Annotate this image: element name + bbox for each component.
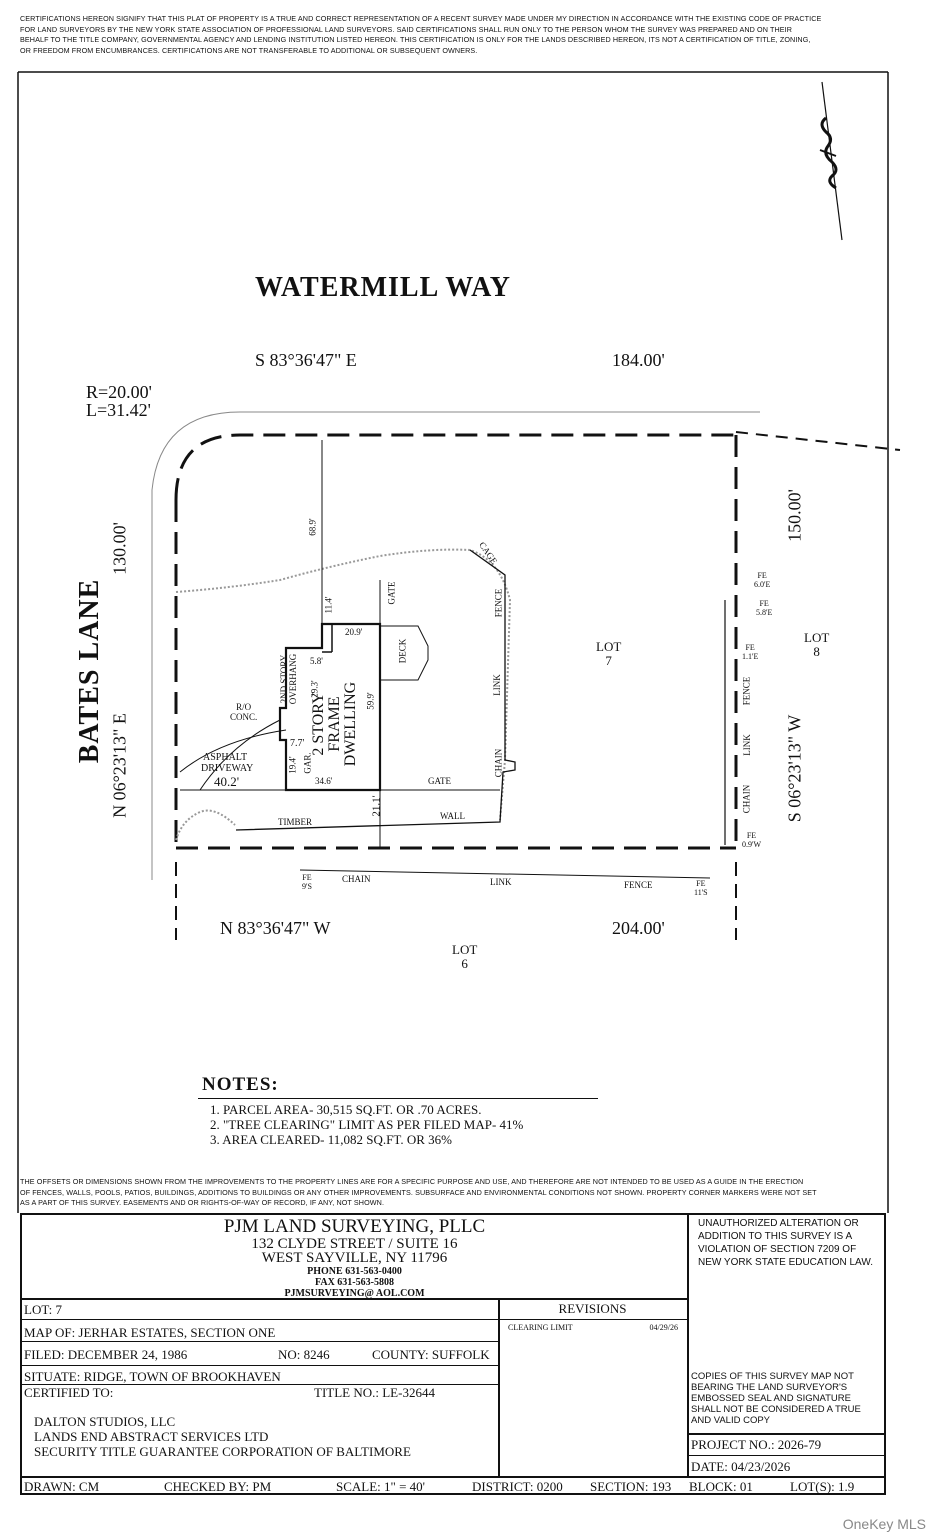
curve-radius: R=20.00' (86, 382, 152, 402)
ro-conc-label: R/O CONC. (230, 702, 258, 722)
east-bearing: S 06°23'13" W (784, 714, 805, 823)
footer-lots: LOT(S): 1.9 (790, 1479, 855, 1494)
deck-label: DECK (397, 638, 408, 664)
firm-fax: FAX 631-563-5808 (315, 1277, 394, 1288)
revision-date: 04/29/26 (649, 1323, 678, 1332)
firm-info (22, 1215, 687, 1299)
lot-6-label: LOT 6 (452, 942, 478, 971)
project-number: PROJECT NO.: 2026-79 (691, 1437, 822, 1452)
garage-label: GAR. (302, 752, 313, 774)
revisions-heading: REVISIONS (558, 1301, 627, 1316)
info-situate: SITUATE: RIDGE, TOWN OF BROOKHAVEN (24, 1369, 281, 1384)
info-county: COUNTY: SUFFOLK (372, 1347, 490, 1362)
chain-label-bottom: CHAIN (342, 874, 371, 884)
fe-6-0e: FE 6.0'E (754, 571, 771, 589)
dim-19-4: 19.4' (287, 756, 298, 774)
fence-label-right: FENCE (741, 676, 752, 706)
lot-7-label: LOT 7 (596, 639, 622, 668)
fence-label-left: FENCE (493, 588, 504, 618)
dim-21-1: 21.1' (370, 795, 383, 817)
lot-8-label: LOT 8 (804, 630, 830, 659)
chain-label-right: CHAIN (741, 784, 752, 814)
notes-list (210, 1102, 523, 1147)
firm-address2: WEST SAYVILLE, NY 11796 (261, 1250, 448, 1266)
link-label-left: LINK (491, 674, 502, 696)
north-distance: 184.00' (612, 350, 665, 370)
dim-34-6: 34.6' (315, 776, 333, 786)
gate-label-top: GATE (386, 581, 397, 605)
certification-line: CERTIFICATIONS HEREON SIGNIFY THAT THIS PLAT OF PROPERTY IS A TRUE AND CORRECT REPRESENTATION OF A RECENT SURVEY MADE UNDER MY DIRECTION IN ACCORDANCE WITH THE EXISTING CODE OF PRACTICE (20, 14, 822, 23)
fe-9s: FE 9'S (302, 873, 312, 891)
disclaimer-text: THE OFFSETS OR DIMENSIONS SHOWN FROM THE IMPROVEMENTS TO THE PROPERTY LINES ARE FOR A SPECIFIC PURPOSE AND USE, AND THEREFORE ARE NOT INTENDED TO BE USED AS A GUIDE IN THE ERECTION OF FENCES, WALLS, POOLS, PATIOS, BUILDINGS, ADDITIONS TO BUILDINGS OR ANY OTHER IMPROVEMENTS. SUBSURFACE AND ENVIRONMENTAL CONDITIONS NOT SHOWN. PROPERTY CORNER MARKERS WERE NOT SET AS A PART OF THIS SURVEY. EASEMENTS AND OR RIGHTS-OF-WAY OF RECORD, IF ANY, NOT SHOWN. (20, 1177, 817, 1207)
south-bearing: N 83°36'47" W (220, 918, 331, 938)
fe-0-9w: FE 0.9'W (742, 831, 761, 849)
revision-row (508, 1323, 678, 1332)
footer-drawn: DRAWN: CM (24, 1479, 100, 1494)
mls-watermark: OneKey MLS (842, 1516, 926, 1532)
dwelling-label: 2 STORY FRAME DWELLING (310, 681, 359, 767)
footer-section: SECTION: 193 (590, 1479, 672, 1494)
dim-11-4: 11.4' (323, 596, 334, 614)
west-distance: 130.00' (109, 522, 130, 575)
dim-59-9: 59.9' (365, 692, 376, 710)
curve-length: L=31.42' (86, 400, 151, 420)
certification-line: FOR LAND SURVEYORS BY THE NEW YORK STATE ASSOCIATION OF PROFESSIONAL LAND SURVEYORS. SAID CERTIFICATIONS SHALL RUN ONLY TO THE PERSON WHOM THE SURVEY WAS PREPARED AND ON THEIR (20, 24, 793, 34)
survey-date: DATE: 04/23/2026 (691, 1459, 791, 1474)
firm-address1: 132 CLYDE STREET / SUITE 16 (251, 1236, 458, 1252)
footer-district: DISTRICT: 0200 (472, 1479, 563, 1494)
street-watermill-way: WATERMILL WAY (255, 272, 512, 303)
overhang-label: 2ND STORY OVERHANG (279, 653, 298, 705)
link-label-bottom: LINK (490, 877, 512, 887)
driveway-label: ASPHALT DRIVEWAY (201, 752, 254, 774)
east-distance: 150.00' (784, 489, 805, 542)
dim-29-3: 29.3' (309, 680, 320, 698)
note-item: 3. AREA CLEARED- 11,082 SQ.FT. OR 36% (210, 1132, 452, 1147)
cage-label: CAGE (477, 540, 500, 566)
certified-party: SECURITY TITLE GUARANTEE CORPORATION OF BALTIMORE (34, 1444, 411, 1459)
info-filed: FILED: DECEMBER 24, 1986 (24, 1347, 188, 1362)
info-title-no: TITLE NO.: LE-32644 (314, 1385, 435, 1400)
note-item: 1. PARCEL AREA- 30,515 SQ.FT. OR .70 ACRES. (210, 1102, 482, 1117)
certified-parties (34, 1414, 411, 1459)
link-label-right: LINK (741, 734, 752, 756)
dim-5-8: 5.8' (310, 656, 323, 666)
notes-divider (198, 1098, 598, 1099)
alteration-warning: UNAUTHORIZED ALTERATION OR ADDITION TO THIS SURVEY IS A VIOLATION OF SECTION 7209 OF NEW YORK STATE EDUCATION LAW. (698, 1218, 874, 1268)
revision-desc: CLEARING LIMIT (508, 1323, 573, 1332)
copies-note: COPIES OF THIS SURVEY MAP NOT BEARING THE LAND SURVEYOR'S EMBOSSED SEAL AND SIGNATURE SHALL NOT BE CONSIDERED A TRUE AND VALID COPY (691, 1371, 861, 1426)
dim-20-9: 20.9' (345, 627, 363, 637)
street-bates-lane: BATES LANE (74, 578, 105, 764)
info-map: MAP OF: JERHAR ESTATES, SECTION ONE (24, 1325, 276, 1340)
firm-phone: PHONE 631-563-0400 (307, 1266, 402, 1277)
certified-party: LANDS END ABSTRACT SERVICES LTD (34, 1429, 269, 1444)
info-lot: LOT: 7 (24, 1302, 62, 1317)
fe-1-1e: FE 1.1'E (742, 643, 759, 661)
gate-label-bottom: GATE (428, 776, 451, 786)
info-certified-to: CERTIFIED TO: (24, 1385, 114, 1400)
south-distance: 204.00' (612, 918, 665, 938)
north-bearing: S 83°36'47" E (255, 350, 357, 370)
firm-email: PJMSURVEYING@ AOL.COM (284, 1288, 425, 1299)
fe-11s: FE 11'S (694, 879, 708, 897)
note-item: 2. "TREE CLEARING" LIMIT AS PER FILED MAP- 41% (210, 1117, 524, 1132)
north-arrow-icon (820, 82, 842, 240)
info-no: NO: 8246 (278, 1347, 330, 1362)
title-block (20, 1213, 886, 1495)
chain-label-left: CHAIN (493, 748, 504, 778)
certification-line: OR FREEDOM FROM ENCUMBRANCES. CERTIFICATIONS ARE NOT TRANSFERABLE TO ADDITIONAL OR SUBSEQUENT OWNERS. (20, 45, 478, 55)
fe-5-8e: FE 5.8'E (756, 599, 773, 617)
footer-checked: CHECKED BY: PM (164, 1479, 272, 1494)
dim-68-9: 68.9' (307, 518, 318, 536)
west-bearing: N 06°23'13" E (109, 713, 130, 818)
certification-line: BEHALF TO THE TITLE COMPANY, GOVERNMENTAL AGENCY AND LENDING INSTITUTION LISTED HEREON. THIS CERTIFICATION IS ONLY FOR THE LANDS DESCRIBED HEREON, ITS NOT A CERTIFICATION OF TITLE, ZONING, (20, 35, 811, 44)
certified-party: DALTON STUDIOS, LLC (34, 1414, 176, 1429)
fence-label-bottom: FENCE (624, 880, 653, 890)
footer-scale: SCALE: 1" = 40' (336, 1479, 426, 1494)
timber-label: TIMBER (278, 817, 313, 827)
dim-40-2: 40.2' (214, 774, 240, 789)
dim-7-7: 7.7' (290, 738, 305, 749)
footer-block: BLOCK: 01 (689, 1479, 753, 1494)
notes-heading: NOTES: (202, 1074, 279, 1095)
wall-label: WALL (440, 811, 465, 821)
firm-name: PJM LAND SURVEYING, PLLC (223, 1216, 486, 1237)
